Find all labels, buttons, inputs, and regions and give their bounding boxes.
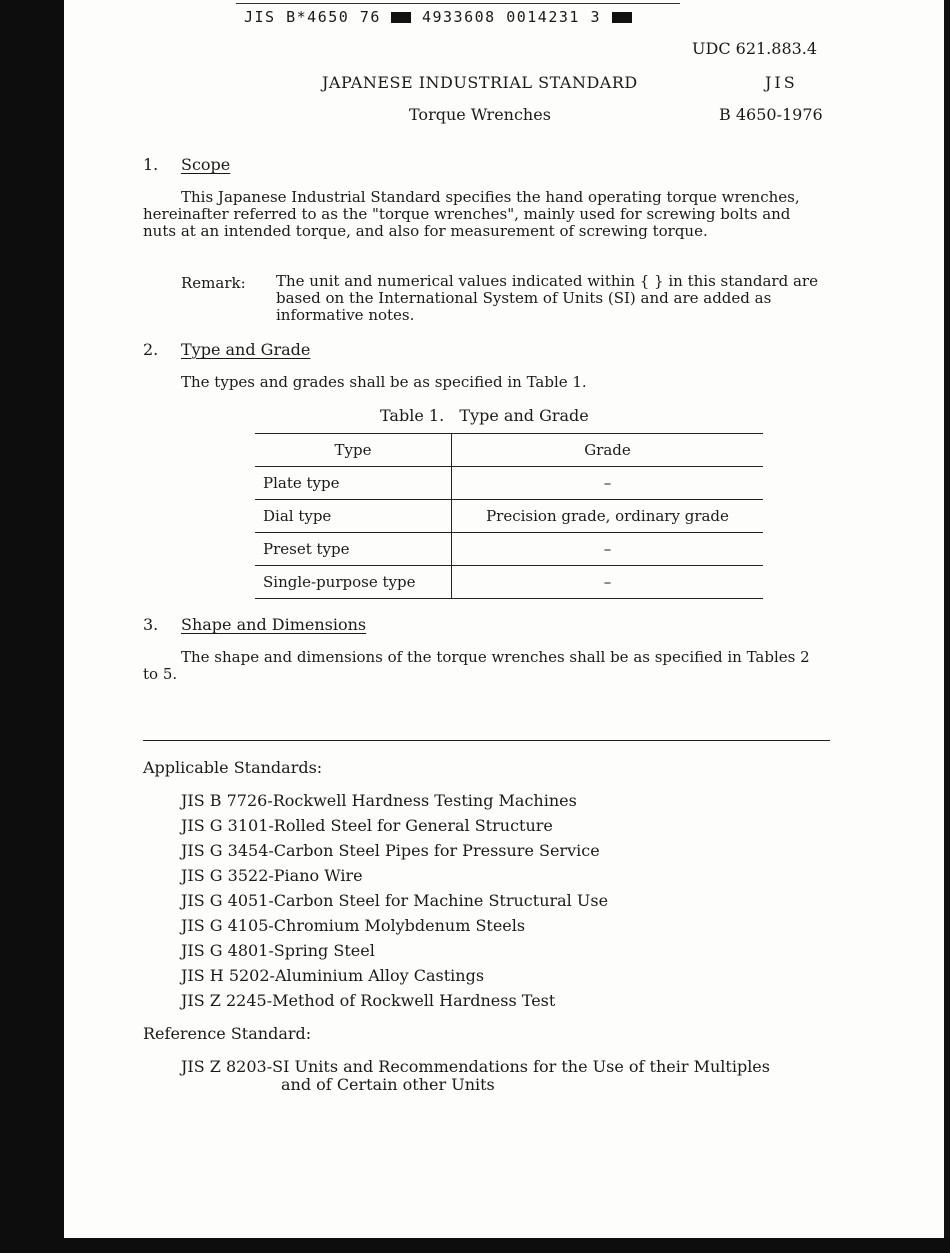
section-title-type-grade: Type and Grade <box>181 340 311 359</box>
header-rule <box>236 3 680 4</box>
table-row <box>255 467 763 500</box>
table-cell-grade: – <box>452 467 764 500</box>
section-title-shape: Shape and Dimensions <box>181 615 367 634</box>
scope-paragraph: This Japanese Industrial Standard specifies the hand operating torque wrenches, hereinafter referred to as the "torque wrenches", mainly used for screwing bolts and nuts at an intended torque, and also for measurement of screwing torque. <box>143 188 800 240</box>
applicable-standards-label: Applicable Standards: <box>143 758 323 777</box>
standard-item: JIS G 3522-Piano Wire <box>181 866 363 885</box>
table-caption: Table 1. Type and Grade <box>380 406 589 425</box>
standard-item: JIS G 4105-Chromium Molybdenum Steels <box>181 916 526 935</box>
section-number: 2. <box>143 340 159 359</box>
standard-org: JAPANESE INDUSTRIAL STANDARD <box>322 73 638 92</box>
remark-text: The unit and numerical values indicated within { } in this standard are based on the International System of Units (SI) and are added as informative notes. <box>276 272 818 324</box>
shape-paragraph: The shape and dimensions of the torque wrenches shall be as specified in Tables 2 to 5. <box>143 648 810 683</box>
standard-item: JIS G 3454-Carbon Steel Pipes for Pressure Service <box>181 841 600 860</box>
scan-bottom-border <box>0 1238 950 1253</box>
table-row <box>255 566 763 599</box>
remark-label: Remark: <box>181 274 246 292</box>
table-row <box>255 533 763 566</box>
standard-item: JIS Z 2245-Method of Rockwell Hardness Test <box>181 991 556 1010</box>
redaction-block <box>612 12 632 23</box>
document-title: Torque Wrenches <box>409 105 551 124</box>
table-row <box>255 500 763 533</box>
type-grade-table <box>255 433 763 599</box>
footnote-rule <box>143 740 830 741</box>
table-cell-type: Plate type <box>255 467 452 500</box>
standard-item: JIS G 4801-Spring Steel <box>181 941 375 960</box>
scan-left-border <box>0 0 64 1253</box>
table-cell-grade: – <box>452 533 764 566</box>
table-cell-grade: – <box>452 566 764 599</box>
table-cell-type: Dial type <box>255 500 452 533</box>
standard-number: B 4650-1976 <box>719 105 823 124</box>
table-cell-type: Preset type <box>255 533 452 566</box>
section-number: 3. <box>143 615 159 634</box>
table-header-type: Type <box>255 434 452 467</box>
type-grade-paragraph: The types and grades shall be as specified in Table 1. <box>181 373 587 391</box>
table-cell-type: Single-purpose type <box>255 566 452 599</box>
reference-standard-label: Reference Standard: <box>143 1024 312 1043</box>
standard-item: JIS G 4051-Carbon Steel for Machine Structural Use <box>181 891 609 910</box>
reference-item-line1: JIS Z 8203-SI Units and Recommendations for the Use of their Multiples <box>181 1057 770 1076</box>
standard-item: JIS B 7726-Rockwell Hardness Testing Machines <box>181 791 577 810</box>
standard-item: JIS H 5202-Aluminium Alloy Castings <box>181 966 485 985</box>
section-number: 1. <box>143 155 159 174</box>
section-title-scope: Scope <box>181 155 231 174</box>
udc-number: UDC 621.883.4 <box>692 39 818 58</box>
redaction-block <box>391 12 411 23</box>
catalog-code: JIS B*4650 76 <box>244 8 381 26</box>
catalog-code-2: 4933608 0014231 3 <box>421 8 601 26</box>
table-header-row <box>255 434 763 467</box>
catalog-code-line <box>244 8 632 26</box>
table-cell-grade: Precision grade, ordinary grade <box>452 500 764 533</box>
table-header-grade: Grade <box>452 434 764 467</box>
reference-item-line2: and of Certain other Units <box>281 1075 495 1094</box>
standard-item: JIS G 3101-Rolled Steel for General Structure <box>181 816 553 835</box>
jis-label: JIS <box>765 73 798 92</box>
